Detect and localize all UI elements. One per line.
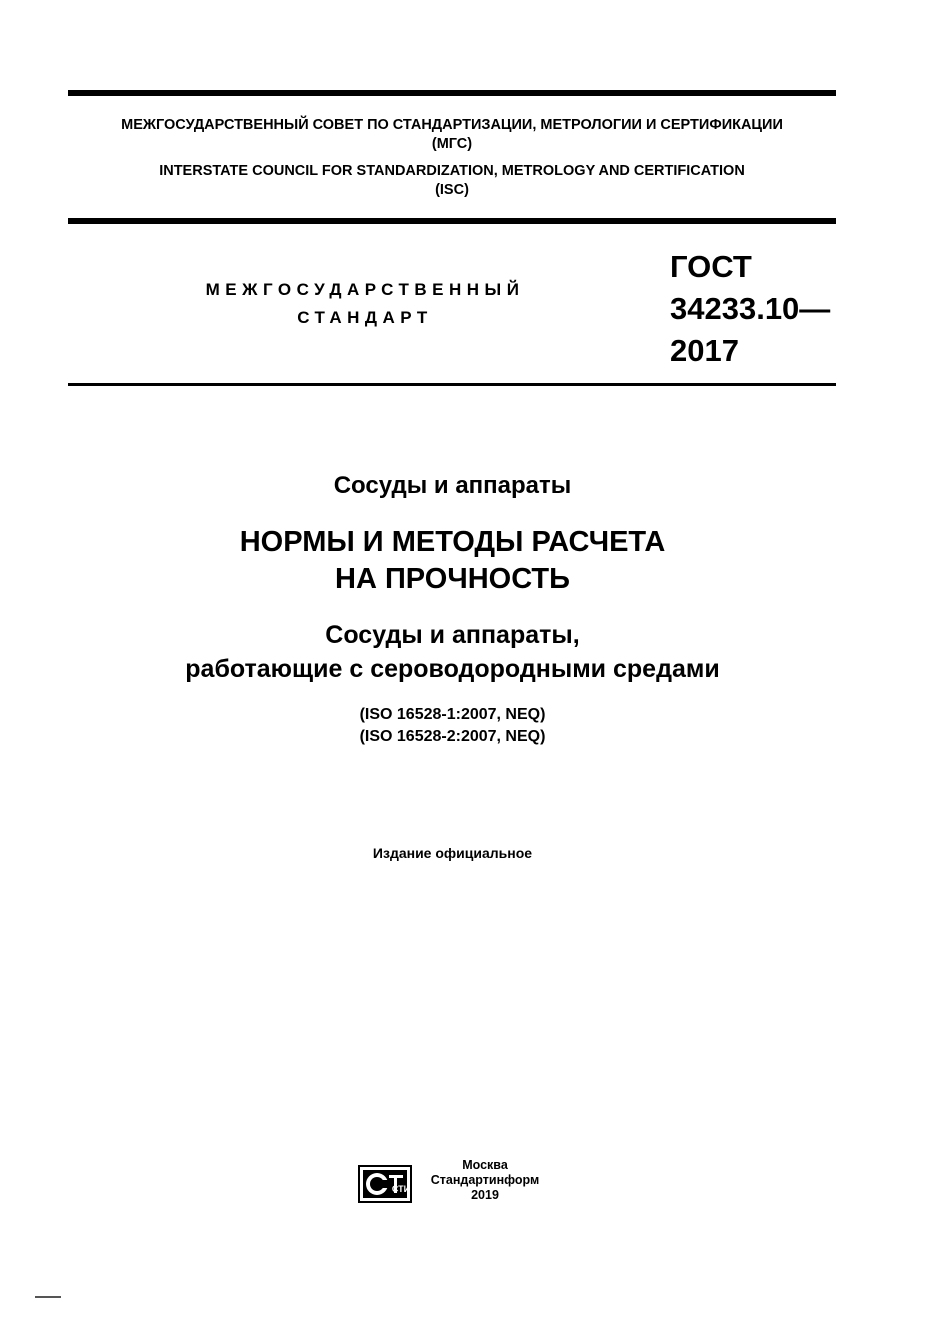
- iso-reference-2: (ISO 16528-2:2007, NEQ): [359, 728, 546, 745]
- title-part-line2: работающие с сероводородными средами: [185, 655, 720, 683]
- publisher-year: 2019: [471, 1188, 499, 1202]
- standartinform-logo-icon: [358, 1165, 412, 1203]
- council-ru-name: МЕЖГОСУДАРСТВЕННЫЙ СОВЕТ ПО СТАНДАРТИЗАЦИИ, МЕТРОЛОГИИ И СЕРТИФИКАЦИИ: [121, 117, 783, 133]
- council-en-abbr: (ISC): [435, 182, 469, 198]
- title-main-line1: НОРМЫ И МЕТОДЫ РАСЧЕТА: [239, 526, 666, 558]
- title-part-line1: Сосуды и аппараты,: [325, 621, 580, 649]
- publisher-text: [420, 1158, 550, 1203]
- scan-mark: [35, 1296, 61, 1298]
- designation-line2: 34233.10—: [670, 291, 831, 326]
- edition-note: Издание официальное: [372, 845, 533, 861]
- publisher-name: Стандартинформ: [430, 1173, 540, 1187]
- designation-line1: ГОСТ: [670, 249, 752, 284]
- designation-rule: [68, 383, 836, 386]
- publisher-city: Москва: [462, 1158, 508, 1172]
- top-rule: [68, 90, 836, 96]
- standard-designation: [670, 246, 830, 372]
- standard-type-line2: СТАНДАРТ: [297, 308, 433, 327]
- designation-line3: 2017: [670, 333, 739, 368]
- publisher-block: [358, 1158, 558, 1208]
- iso-reference-1: (ISO 16528-1:2007, NEQ): [359, 706, 546, 723]
- council-ru-abbr: (МГС): [431, 136, 473, 152]
- logo-text: СТИ: [391, 1184, 411, 1194]
- standard-type-line1: МЕЖГОСУДАРСТВЕННЫЙ: [205, 280, 525, 299]
- title-group: Сосуды и аппараты: [333, 472, 572, 499]
- title-main-line2: НА ПРОЧНОСТЬ: [335, 563, 570, 595]
- council-en-name: INTERSTATE COUNCIL FOR STANDARDIZATION, METROLOGY AND CERTIFICATION: [159, 163, 745, 179]
- header-rule: [68, 218, 836, 224]
